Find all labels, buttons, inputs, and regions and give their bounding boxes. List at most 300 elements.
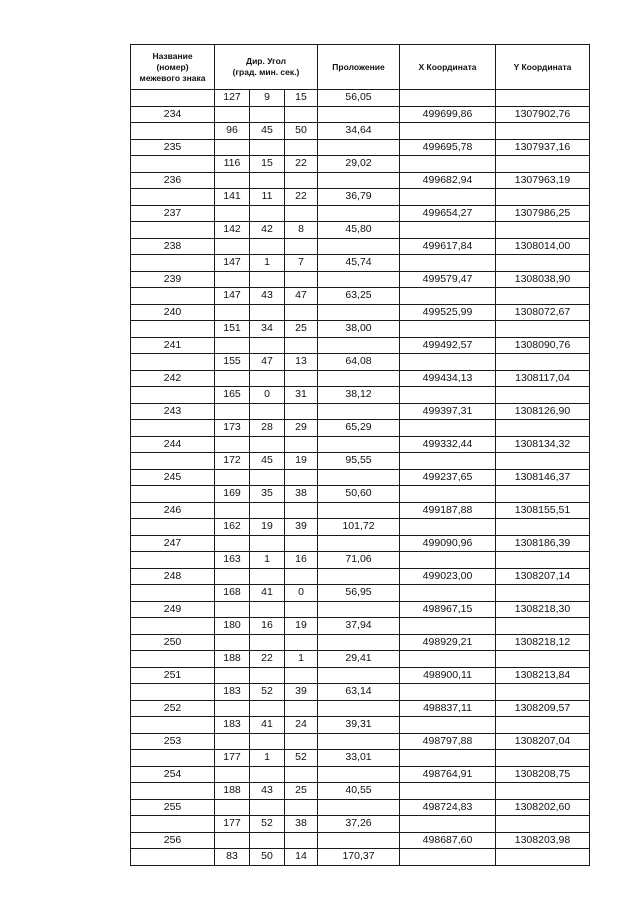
segment-degrees: 96 xyxy=(215,123,250,140)
point-length-cell xyxy=(318,700,400,717)
mark-name: 251 xyxy=(131,667,215,684)
point-row xyxy=(131,106,590,123)
segment-row xyxy=(131,420,590,437)
point-seconds-cell xyxy=(285,106,318,123)
segment-minutes: 1 xyxy=(250,750,285,767)
segment-seconds: 8 xyxy=(285,222,318,239)
segment-row xyxy=(131,486,590,503)
header-angle-line1: Дир. Угол xyxy=(246,56,286,66)
mark-name: 234 xyxy=(131,106,215,123)
mark-name: 237 xyxy=(131,205,215,222)
segment-row xyxy=(131,783,590,800)
y-coordinate: 1307937,16 xyxy=(496,139,590,156)
x-coordinate: 498764,91 xyxy=(400,766,496,783)
segment-minutes: 22 xyxy=(250,651,285,668)
segment-degrees: 169 xyxy=(215,486,250,503)
segment-minutes: 0 xyxy=(250,387,285,404)
segment-name-cell xyxy=(131,552,215,569)
segment-degrees: 165 xyxy=(215,387,250,404)
segment-seconds: 16 xyxy=(285,552,318,569)
point-seconds-cell xyxy=(285,403,318,420)
point-degrees-cell xyxy=(215,106,250,123)
point-degrees-cell xyxy=(215,799,250,816)
point-degrees-cell xyxy=(215,205,250,222)
segment-row xyxy=(131,552,590,569)
segment-name-cell xyxy=(131,486,215,503)
point-row xyxy=(131,700,590,717)
point-minutes-cell xyxy=(250,337,285,354)
segment-seconds: 19 xyxy=(285,453,318,470)
point-length-cell xyxy=(318,601,400,618)
segment-minutes: 35 xyxy=(250,486,285,503)
point-minutes-cell xyxy=(250,271,285,288)
point-seconds-cell xyxy=(285,271,318,288)
table-body xyxy=(131,90,590,866)
segment-name-cell xyxy=(131,255,215,272)
x-coordinate: 499579,47 xyxy=(400,271,496,288)
x-coordinate: 499617,84 xyxy=(400,238,496,255)
point-length-cell xyxy=(318,403,400,420)
segment-name-cell xyxy=(131,420,215,437)
segment-x-cell xyxy=(400,255,496,272)
y-coordinate: 1308218,12 xyxy=(496,634,590,651)
point-row xyxy=(131,568,590,585)
segment-degrees: 188 xyxy=(215,783,250,800)
segment-minutes: 47 xyxy=(250,354,285,371)
y-coordinate: 1307963,19 xyxy=(496,172,590,189)
segment-length: 56,05 xyxy=(318,90,400,107)
segment-length: 37,26 xyxy=(318,816,400,833)
mark-name: 245 xyxy=(131,469,215,486)
segment-x-cell xyxy=(400,750,496,767)
point-length-cell xyxy=(318,535,400,552)
point-seconds-cell xyxy=(285,568,318,585)
segment-x-cell xyxy=(400,552,496,569)
point-degrees-cell xyxy=(215,271,250,288)
segment-name-cell xyxy=(131,717,215,734)
segment-degrees: 177 xyxy=(215,816,250,833)
segment-length: 101,72 xyxy=(318,519,400,536)
point-row xyxy=(131,172,590,189)
point-minutes-cell xyxy=(250,139,285,156)
segment-degrees: 172 xyxy=(215,453,250,470)
segment-minutes: 41 xyxy=(250,717,285,734)
segment-degrees: 116 xyxy=(215,156,250,173)
point-seconds-cell xyxy=(285,502,318,519)
mark-name: 256 xyxy=(131,832,215,849)
segment-name-cell xyxy=(131,288,215,305)
point-degrees-cell xyxy=(215,535,250,552)
segment-minutes: 15 xyxy=(250,156,285,173)
point-seconds-cell xyxy=(285,436,318,453)
point-minutes-cell xyxy=(250,634,285,651)
segment-minutes: 52 xyxy=(250,816,285,833)
x-coordinate: 498837,11 xyxy=(400,700,496,717)
point-length-cell xyxy=(318,337,400,354)
point-length-cell xyxy=(318,667,400,684)
segment-seconds: 24 xyxy=(285,717,318,734)
segment-length: 37,94 xyxy=(318,618,400,635)
point-row xyxy=(131,139,590,156)
segment-seconds: 38 xyxy=(285,816,318,833)
point-minutes-cell xyxy=(250,106,285,123)
segment-x-cell xyxy=(400,816,496,833)
x-coordinate: 499699,86 xyxy=(400,106,496,123)
segment-length: 34,64 xyxy=(318,123,400,140)
point-minutes-cell xyxy=(250,370,285,387)
segment-seconds: 52 xyxy=(285,750,318,767)
segment-length: 63,25 xyxy=(318,288,400,305)
point-degrees-cell xyxy=(215,337,250,354)
segment-name-cell xyxy=(131,453,215,470)
segment-degrees: 168 xyxy=(215,585,250,602)
point-length-cell xyxy=(318,469,400,486)
segment-x-cell xyxy=(400,783,496,800)
y-coordinate: 1308202,60 xyxy=(496,799,590,816)
point-seconds-cell xyxy=(285,601,318,618)
segment-row xyxy=(131,387,590,404)
segment-minutes: 1 xyxy=(250,552,285,569)
segment-degrees: 147 xyxy=(215,255,250,272)
y-coordinate: 1308209,57 xyxy=(496,700,590,717)
point-minutes-cell xyxy=(250,535,285,552)
segment-degrees: 163 xyxy=(215,552,250,569)
segment-name-cell xyxy=(131,684,215,701)
mark-name: 239 xyxy=(131,271,215,288)
segment-seconds: 0 xyxy=(285,585,318,602)
segment-seconds: 39 xyxy=(285,684,318,701)
header-mark-name-line1: Название xyxy=(152,50,193,61)
point-row xyxy=(131,304,590,321)
mark-name: 238 xyxy=(131,238,215,255)
segment-length: 56,95 xyxy=(318,585,400,602)
y-coordinate: 1307986,25 xyxy=(496,205,590,222)
y-coordinate: 1308218,30 xyxy=(496,601,590,618)
point-minutes-cell xyxy=(250,238,285,255)
segment-minutes: 9 xyxy=(250,90,285,107)
segment-row xyxy=(131,222,590,239)
segment-x-cell xyxy=(400,453,496,470)
mark-name: 236 xyxy=(131,172,215,189)
x-coordinate: 498967,15 xyxy=(400,601,496,618)
segment-row xyxy=(131,90,590,107)
segment-name-cell xyxy=(131,123,215,140)
segment-name-cell xyxy=(131,90,215,107)
segment-degrees: 183 xyxy=(215,717,250,734)
segment-y-cell xyxy=(496,354,590,371)
segment-minutes: 19 xyxy=(250,519,285,536)
point-row xyxy=(131,502,590,519)
segment-y-cell xyxy=(496,816,590,833)
header-x-coordinate: X Координата xyxy=(400,45,496,90)
x-coordinate: 499237,65 xyxy=(400,469,496,486)
segment-x-cell xyxy=(400,90,496,107)
point-degrees-cell xyxy=(215,832,250,849)
point-row xyxy=(131,238,590,255)
mark-name: 252 xyxy=(131,700,215,717)
segment-y-cell xyxy=(496,387,590,404)
y-coordinate: 1308155,51 xyxy=(496,502,590,519)
table-header xyxy=(131,45,590,90)
x-coordinate: 498797,88 xyxy=(400,733,496,750)
segment-degrees: 141 xyxy=(215,189,250,206)
segment-minutes: 1 xyxy=(250,255,285,272)
point-row xyxy=(131,634,590,651)
segment-length: 64,08 xyxy=(318,354,400,371)
segment-degrees: 147 xyxy=(215,288,250,305)
point-length-cell xyxy=(318,370,400,387)
point-degrees-cell xyxy=(215,238,250,255)
y-coordinate: 1308208,75 xyxy=(496,766,590,783)
segment-y-cell xyxy=(496,420,590,437)
segment-name-cell xyxy=(131,354,215,371)
point-minutes-cell xyxy=(250,601,285,618)
segment-seconds: 39 xyxy=(285,519,318,536)
segment-seconds: 50 xyxy=(285,123,318,140)
segment-degrees: 162 xyxy=(215,519,250,536)
segment-row xyxy=(131,354,590,371)
segment-name-cell xyxy=(131,387,215,404)
x-coordinate: 499654,27 xyxy=(400,205,496,222)
segment-seconds: 22 xyxy=(285,156,318,173)
segment-x-cell xyxy=(400,585,496,602)
segment-x-cell xyxy=(400,222,496,239)
segment-row xyxy=(131,618,590,635)
point-row xyxy=(131,403,590,420)
point-degrees-cell xyxy=(215,403,250,420)
survey-coordinates-table xyxy=(130,44,590,866)
point-row xyxy=(131,733,590,750)
point-row xyxy=(131,832,590,849)
point-seconds-cell xyxy=(285,667,318,684)
segment-name-cell xyxy=(131,651,215,668)
point-degrees-cell xyxy=(215,139,250,156)
segment-minutes: 34 xyxy=(250,321,285,338)
segment-x-cell xyxy=(400,486,496,503)
segment-x-cell xyxy=(400,354,496,371)
point-degrees-cell xyxy=(215,370,250,387)
segment-degrees: 188 xyxy=(215,651,250,668)
mark-name: 248 xyxy=(131,568,215,585)
segment-name-cell xyxy=(131,750,215,767)
point-minutes-cell xyxy=(250,436,285,453)
point-length-cell xyxy=(318,634,400,651)
segment-y-cell xyxy=(496,783,590,800)
y-coordinate: 1308146,37 xyxy=(496,469,590,486)
point-row xyxy=(131,469,590,486)
segment-length: 45,74 xyxy=(318,255,400,272)
segment-row xyxy=(131,453,590,470)
segment-y-cell xyxy=(496,849,590,866)
y-coordinate: 1308126,90 xyxy=(496,403,590,420)
point-seconds-cell xyxy=(285,304,318,321)
mark-name: 242 xyxy=(131,370,215,387)
point-minutes-cell xyxy=(250,205,285,222)
point-degrees-cell xyxy=(215,733,250,750)
segment-x-cell xyxy=(400,717,496,734)
segment-x-cell xyxy=(400,684,496,701)
point-row xyxy=(131,601,590,618)
segment-x-cell xyxy=(400,321,496,338)
point-seconds-cell xyxy=(285,238,318,255)
segment-seconds: 25 xyxy=(285,321,318,338)
header-mark-name-line2: (номер) xyxy=(156,61,189,72)
segment-name-cell xyxy=(131,189,215,206)
segment-degrees: 183 xyxy=(215,684,250,701)
header-mark-name xyxy=(131,45,215,90)
x-coordinate: 499332,44 xyxy=(400,436,496,453)
segment-y-cell xyxy=(496,585,590,602)
segment-minutes: 52 xyxy=(250,684,285,701)
point-seconds-cell xyxy=(285,469,318,486)
segment-row xyxy=(131,750,590,767)
segment-length: 36,79 xyxy=(318,189,400,206)
segment-seconds: 14 xyxy=(285,849,318,866)
y-coordinate: 1307902,76 xyxy=(496,106,590,123)
point-degrees-cell xyxy=(215,667,250,684)
segment-row xyxy=(131,816,590,833)
x-coordinate: 498724,83 xyxy=(400,799,496,816)
segment-degrees: 155 xyxy=(215,354,250,371)
mark-name: 244 xyxy=(131,436,215,453)
point-minutes-cell xyxy=(250,304,285,321)
segment-minutes: 28 xyxy=(250,420,285,437)
segment-degrees: 173 xyxy=(215,420,250,437)
x-coordinate: 499434,13 xyxy=(400,370,496,387)
point-length-cell xyxy=(318,205,400,222)
point-row xyxy=(131,535,590,552)
point-degrees-cell xyxy=(215,172,250,189)
segment-minutes: 43 xyxy=(250,783,285,800)
segment-degrees: 83 xyxy=(215,849,250,866)
segment-seconds: 15 xyxy=(285,90,318,107)
segment-length: 50,60 xyxy=(318,486,400,503)
point-seconds-cell xyxy=(285,733,318,750)
point-row xyxy=(131,205,590,222)
point-minutes-cell xyxy=(250,469,285,486)
segment-minutes: 45 xyxy=(250,123,285,140)
segment-degrees: 177 xyxy=(215,750,250,767)
point-minutes-cell xyxy=(250,766,285,783)
point-length-cell xyxy=(318,436,400,453)
segment-row xyxy=(131,519,590,536)
point-row xyxy=(131,667,590,684)
segment-length: 33,01 xyxy=(318,750,400,767)
point-degrees-cell xyxy=(215,700,250,717)
segment-length: 95,55 xyxy=(318,453,400,470)
mark-name: 253 xyxy=(131,733,215,750)
point-row xyxy=(131,271,590,288)
point-degrees-cell xyxy=(215,634,250,651)
x-coordinate: 499397,31 xyxy=(400,403,496,420)
point-minutes-cell xyxy=(250,700,285,717)
point-minutes-cell xyxy=(250,799,285,816)
mark-name: 240 xyxy=(131,304,215,321)
point-seconds-cell xyxy=(285,370,318,387)
segment-row xyxy=(131,255,590,272)
point-degrees-cell xyxy=(215,601,250,618)
segment-length: 170,37 xyxy=(318,849,400,866)
point-seconds-cell xyxy=(285,634,318,651)
point-seconds-cell xyxy=(285,700,318,717)
point-length-cell xyxy=(318,271,400,288)
point-row xyxy=(131,799,590,816)
segment-x-cell xyxy=(400,288,496,305)
x-coordinate: 499090,96 xyxy=(400,535,496,552)
segment-x-cell xyxy=(400,387,496,404)
point-length-cell xyxy=(318,733,400,750)
segment-seconds: 1 xyxy=(285,651,318,668)
segment-y-cell xyxy=(496,684,590,701)
segment-x-cell xyxy=(400,849,496,866)
mark-name: 255 xyxy=(131,799,215,816)
point-degrees-cell xyxy=(215,502,250,519)
mark-name: 247 xyxy=(131,535,215,552)
segment-y-cell xyxy=(496,255,590,272)
segment-row xyxy=(131,585,590,602)
segment-row xyxy=(131,717,590,734)
segment-y-cell xyxy=(496,222,590,239)
y-coordinate: 1308207,04 xyxy=(496,733,590,750)
mark-name: 254 xyxy=(131,766,215,783)
segment-x-cell xyxy=(400,651,496,668)
segment-name-cell xyxy=(131,321,215,338)
segment-x-cell xyxy=(400,519,496,536)
segment-row xyxy=(131,156,590,173)
segment-y-cell xyxy=(496,321,590,338)
segment-minutes: 41 xyxy=(250,585,285,602)
x-coordinate: 499492,57 xyxy=(400,337,496,354)
y-coordinate: 1308014,00 xyxy=(496,238,590,255)
segment-y-cell xyxy=(496,651,590,668)
segment-minutes: 16 xyxy=(250,618,285,635)
point-minutes-cell xyxy=(250,172,285,189)
segment-length: 39,31 xyxy=(318,717,400,734)
segment-length: 63,14 xyxy=(318,684,400,701)
segment-minutes: 42 xyxy=(250,222,285,239)
x-coordinate: 499023,00 xyxy=(400,568,496,585)
y-coordinate: 1308134,32 xyxy=(496,436,590,453)
segment-row xyxy=(131,288,590,305)
segment-y-cell xyxy=(496,486,590,503)
point-length-cell xyxy=(318,568,400,585)
segment-seconds: 38 xyxy=(285,486,318,503)
point-degrees-cell xyxy=(215,568,250,585)
segment-length: 38,12 xyxy=(318,387,400,404)
point-length-cell xyxy=(318,172,400,189)
point-seconds-cell xyxy=(285,766,318,783)
point-row xyxy=(131,766,590,783)
y-coordinate: 1308207,14 xyxy=(496,568,590,585)
point-minutes-cell xyxy=(250,502,285,519)
point-length-cell xyxy=(318,502,400,519)
segment-seconds: 31 xyxy=(285,387,318,404)
point-minutes-cell xyxy=(250,403,285,420)
segment-name-cell xyxy=(131,618,215,635)
segment-y-cell xyxy=(496,189,590,206)
segment-row xyxy=(131,321,590,338)
segment-length: 71,06 xyxy=(318,552,400,569)
point-length-cell xyxy=(318,766,400,783)
segment-minutes: 43 xyxy=(250,288,285,305)
segment-degrees: 180 xyxy=(215,618,250,635)
header-mark-name-line3: межевого знака xyxy=(139,72,206,83)
segment-row xyxy=(131,684,590,701)
segment-seconds: 29 xyxy=(285,420,318,437)
point-row xyxy=(131,337,590,354)
segment-row xyxy=(131,123,590,140)
point-length-cell xyxy=(318,139,400,156)
